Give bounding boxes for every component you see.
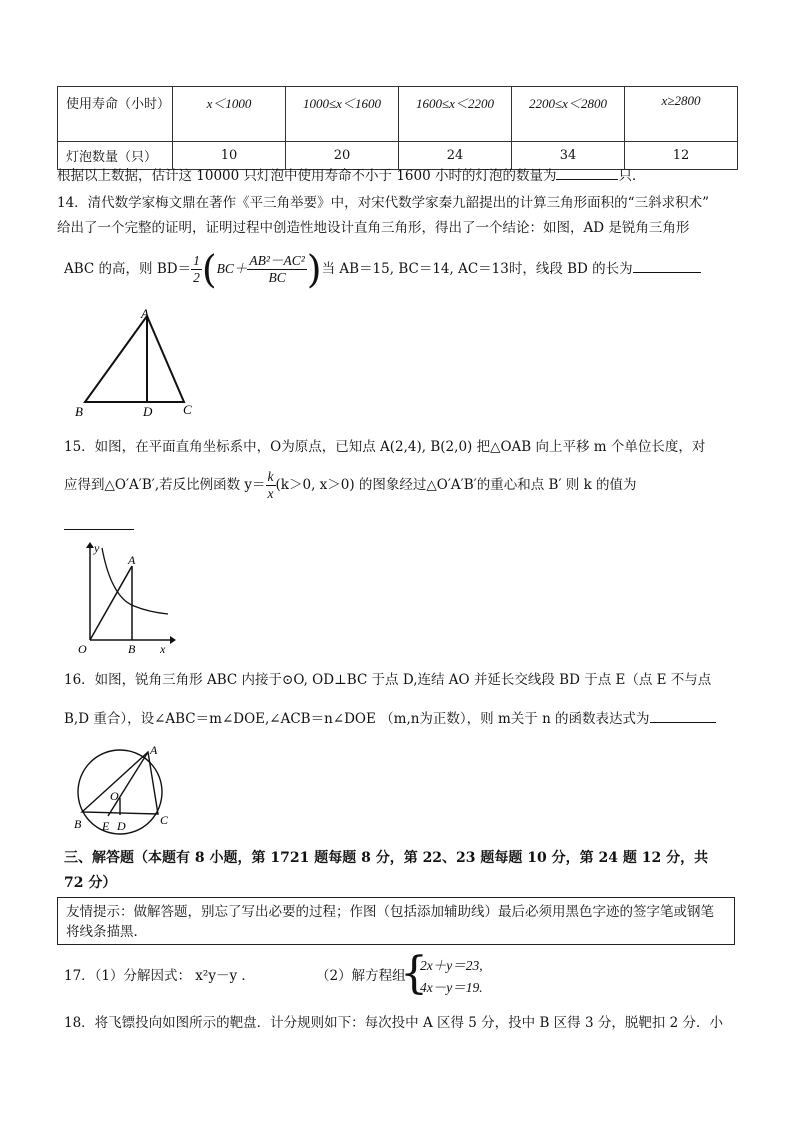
half-fraction: [191, 253, 202, 286]
triangle-abc: [85, 316, 184, 402]
q17-part2: （2）解方程组: [316, 968, 406, 984]
section-title-line1: 三、解答题（本题有 8 小题，第 1721 题每题 8 分，第 22、23 题每题 10 分，第 24 题 12 分，共: [64, 850, 709, 866]
segment-oa: [90, 566, 132, 640]
table-row: [58, 87, 738, 142]
q14-line1: 14．清代数学家梅文鼎在著作《平三角举要》中，对宋代数学家秦九韶提出的计算三角形面积的“三斜求积术”: [57, 195, 709, 211]
k-over-x-fraction: [266, 469, 276, 502]
coordinate-plane-figure: [72, 540, 178, 656]
q13-text: 根据以上数据，估计这 10000 只灯泡中使用寿命不小于 1600 小时的灯泡的数量为: [57, 168, 557, 184]
right-paren: ): [306, 247, 322, 292]
q13-tail: 只．: [618, 168, 646, 184]
q14-text-post: 当 AB＝15, BC＝14, AC＝13时，线段 BD 的长为: [321, 261, 633, 277]
label-b: B: [74, 817, 82, 831]
bc-term: BC＋: [216, 261, 248, 276]
answer-blank[interactable]: [633, 258, 701, 273]
q13-line: [57, 165, 645, 186]
label-a: A: [128, 553, 136, 567]
table-cell: x＜1000: [173, 87, 286, 142]
section-title-line2: 72 分）: [64, 875, 117, 891]
label-a: A: [150, 743, 158, 757]
label-o: O: [78, 642, 87, 656]
q14-line3: [64, 247, 701, 291]
table-cell: 2200≤x＜2800: [512, 87, 625, 142]
label-o: O: [110, 789, 119, 803]
equation-1: 2x＋y＝23,: [420, 958, 483, 973]
table-cell: 24: [399, 142, 512, 170]
equation-2: 4x－y＝19.: [420, 980, 483, 995]
ab-ac-fraction: [247, 253, 306, 286]
hint-box: [57, 897, 735, 945]
table-cell: 12: [625, 142, 738, 170]
triangle-abc-figure: [73, 306, 197, 418]
q15-line1: 15．如图，在平面直角坐标系中，O为原点，已知点 A(2,4), B(2,0) 把△OAB 向上平移 m 个单位长度，对: [64, 439, 706, 455]
left-paren: (: [201, 247, 217, 292]
table-cell: 1600≤x＜2200: [399, 87, 512, 142]
q14-text-pre: ABC 的高，则 BD＝: [64, 261, 192, 277]
frac-den: 2: [193, 270, 200, 285]
q15-text-pre: 应得到△O′A′B′,若反比例函数 y＝: [64, 477, 266, 493]
label-d: D: [117, 819, 126, 833]
inscribed-triangle-figure: [72, 742, 178, 838]
frac-num: AB²－AC²: [249, 253, 305, 268]
hint-line1: 友情提示：做解答题，别忘了写出必要的过程；作图（包括添加辅助线）最后必须用黑色字迹的签字笔或钢笔: [66, 904, 714, 920]
table-cell: 10: [173, 142, 286, 170]
label-c: C: [183, 402, 192, 417]
label-c: C: [160, 813, 169, 827]
segment-ae: [108, 752, 148, 816]
lifespan-table: [57, 86, 738, 170]
label-b: B: [128, 642, 136, 656]
answer-blank[interactable]: [650, 708, 716, 723]
q16-text: B,D 重合），设∠ABC＝m∠DOE,∠ACB＝n∠DOE （m,n为正数），则 m关于 n 的函数表达式为: [64, 711, 650, 727]
y-axis-arrow: [86, 542, 94, 548]
frac-den: x: [267, 486, 274, 501]
answer-blank[interactable]: [556, 165, 618, 180]
q17-part1: 17．（1）分解因式： x²y－y ．: [64, 968, 255, 984]
system-brace: {: [400, 948, 428, 999]
q15-line2: [64, 465, 637, 505]
frac-den: BC: [268, 270, 286, 285]
frac-num: k: [267, 469, 274, 484]
q18-line: 18．将飞镖投向如图所示的靶盘．计分规则如下：每次投中 A 区得 5 分，投中 B 区得 3 分，脱靶扣 2 分．小: [64, 1015, 724, 1031]
label-y: y: [94, 541, 100, 555]
q16-line1: 16．如图，锐角三角形 ABC 内接于⊙O, OD⊥BC 于点 D,连结 AO 并延长交线段 BD 于点 E（点 E 不与点: [64, 672, 712, 688]
x-axis-arrow: [170, 636, 176, 644]
table-cell: 34: [512, 142, 625, 170]
table-header-cell: 使用寿命（小时）: [58, 87, 173, 142]
frac-num: 1: [193, 253, 200, 268]
label-d: D: [143, 404, 153, 418]
label-a: A: [141, 306, 149, 321]
hint-line2: 将线条描黑．: [66, 924, 147, 940]
table-header-cell: 灯泡数量（只）: [58, 142, 173, 170]
label-e: E: [102, 819, 110, 833]
q16-line2: [64, 708, 716, 729]
q14-line2: 给出了一个完整的证明，证明过程中创造性地设计直角三角形，得出了一个结论：如图，AD 是锐角三角形: [57, 220, 690, 236]
label-b: B: [75, 404, 83, 418]
q15-text-post: (k＞0, x＞0) 的图象经过△O′A′B′的重心和点 B′ 则 k 的值为: [275, 477, 637, 493]
label-x: x: [160, 642, 166, 656]
table-cell: 20: [286, 142, 399, 170]
answer-blank[interactable]: [64, 515, 134, 530]
table-cell: x≥2800: [625, 87, 738, 142]
table-cell: 1000≤x＜1600: [286, 87, 399, 142]
